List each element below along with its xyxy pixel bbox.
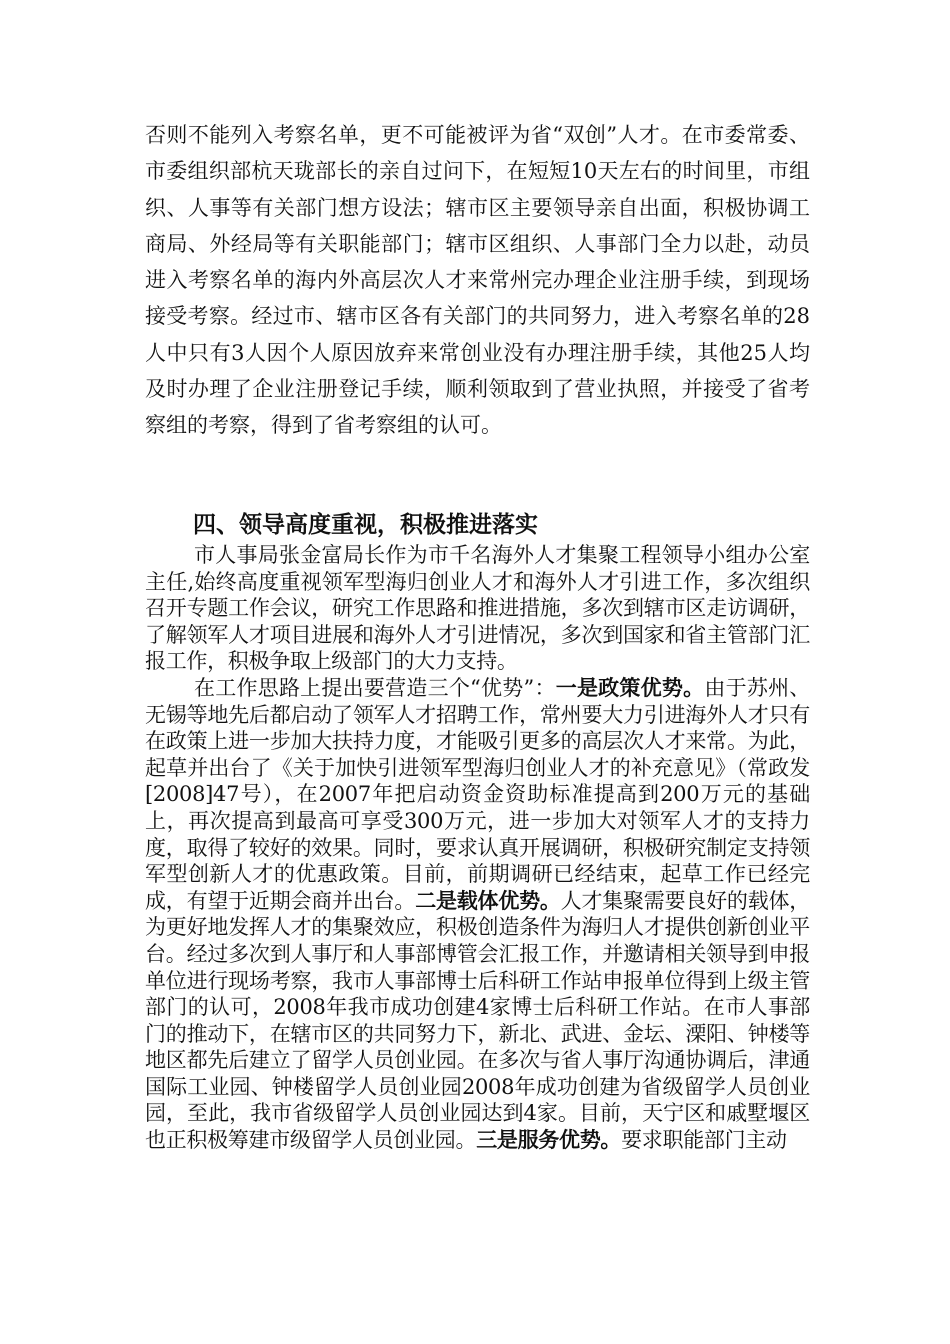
paragraph-leader: 市人事局张金富局长作为市千名海外人才集聚工程领导小组办公室主任,始终高度重视领军型海归创业人才和海外人才引进工作，多次组织召开专题工作会议，研究工作思路和推进措施，多次到辖市区走访调研，了解领军人才项目进展和海外人才引进情况，多次到国家和省主管部门汇报工作，积极争取上级部门的大力支持。 xyxy=(145,543,810,674)
second-advantage-label: 二是载体优势。 xyxy=(415,887,561,913)
paragraph-top xyxy=(145,117,810,444)
first-advantage-label: 一是政策优势。 xyxy=(555,674,705,700)
paragraph-top-text: 否则不能列入考察名单，更不可能被评为省“双创”人才。在市委常委、市委组织部杭天珑部长的亲自过问下，在短短10天左右的时间里，市组织、人事等有关部门想方设法；辖市区主要领导亲自出面，积极协调工商局、外经局等有关职能部门；辖市区组织、人事部门全力以赴，动员进入考察名单的海内外高层次人才来常州完办理企业注册手续，到现场接受考察。经过市、辖市区各有关部门的共同努力，进入考察名单的28人中只有3人因个人原因放弃来常创业没有办理注册手续，其他25人均及时办理了企业注册登记手续，顺利领取到了营业执照，并接受了省考察组的考察，得到了省考察组的认可。 xyxy=(145,123,810,438)
second-advantage-text: 人才集聚需要良好的载体，为更好地发挥人才的集聚效应，积极创造条件为海归人才提供创新创业平台。经过多次到人事厅和人事部博管会汇报工作，并邀请相关领导到申报单位进行现场考察，我市人事部博士后科研工作站申报单位得到上级主管部门的认可，2008年我市成功创建4家博士后科研工作站。在市人事部门的推动下，在辖市区的共同努力下，新北、武进、金坛、溧阳、钟楼等地区都先后建立了留学人员创业园。在多次与省人事厅沟通协调后，津通国际工业园、钟楼留学人员创业园2008年成功创建为省级留学人员创业园，至此，我市省级留学人员创业园达到4家。目前，天宁区和戚墅堰区也正积极筹建市级留学人员创业园。 xyxy=(145,888,810,1153)
first-advantage-text: 由于苏州、无锡等地先后都启动了领军人才招聘工作，常州要大力引进海外人才只有在政策上进一步加大扶持力度，才能吸引更多的高层次人才来常。为此，起草并出台了《关于加快引进领军型海归创业人才的补充意见》（常政发[2008]47号），在2007年把启动资金资助标准提高到200万元的基础上，再次提高到最高可享受300万元，进一步加大对领军人才的支持力度，取得了较好的效果。同时，要求认真开展调研，积极研究制定支持领军型创新人才的优惠政策。目前，前期调研已经结束，起草工作已经完成，有望于近期会商并出台。 xyxy=(145,675,810,913)
section-heading: 四、领导高度重视，积极推进落实 xyxy=(193,511,538,538)
section-body xyxy=(145,542,810,1154)
advantages-intro: 在工作思路上提出要营造三个“优势”： xyxy=(194,675,556,700)
third-advantage-label: 三是服务优势。 xyxy=(476,1127,622,1153)
paragraph-advantages xyxy=(145,675,810,1154)
third-advantage-text: 要求职能部门主动 xyxy=(621,1128,787,1153)
